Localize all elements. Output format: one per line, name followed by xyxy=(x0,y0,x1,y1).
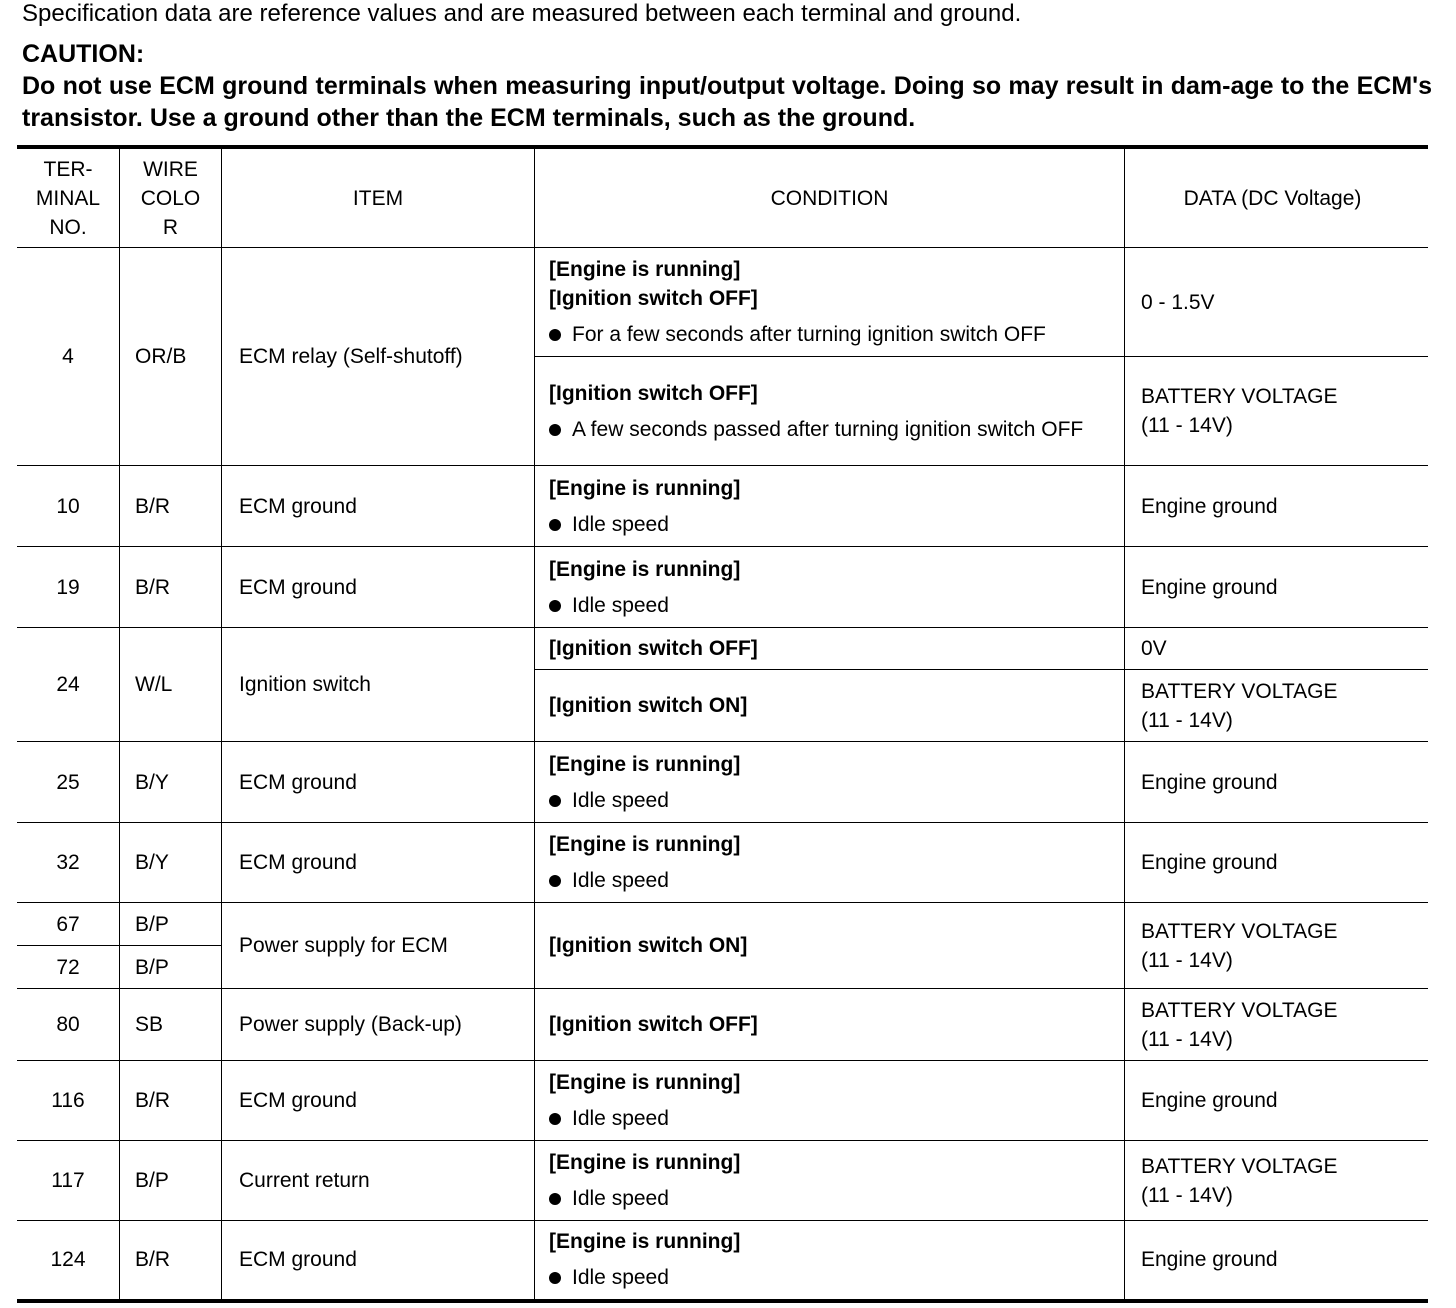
table-row xyxy=(17,466,1428,547)
wire-color-cell: B/R xyxy=(120,1061,222,1141)
item-cell: ECM ground xyxy=(222,547,535,628)
table-row xyxy=(17,823,1428,903)
data-cell: Engine ground xyxy=(1125,466,1429,547)
terminal-cell: 10 xyxy=(17,466,120,547)
item-cell: ECM relay (Self-shutoff) xyxy=(222,248,535,466)
condition-cell xyxy=(535,1141,1125,1221)
condition-label: [Engine is running] xyxy=(549,1071,741,1094)
table-row xyxy=(17,989,1428,1061)
terminal-cell: 4 xyxy=(17,248,120,466)
condition-label: [Ignition switch OFF] xyxy=(549,1013,758,1036)
condition-cell xyxy=(535,1221,1125,1301)
condition-label: [Engine is running] xyxy=(549,1151,741,1174)
terminal-cell: 67 xyxy=(17,903,120,946)
data-cell: BATTERY VOLTAGE (11 - 14V) xyxy=(1125,1141,1429,1221)
condition-label: [Ignition switch ON] xyxy=(549,934,748,957)
terminal-cell: 117 xyxy=(17,1141,120,1221)
condition-label: [Ignition switch OFF] xyxy=(549,381,758,405)
condition-label: [Engine is running] xyxy=(549,752,741,776)
item-cell: ECM ground xyxy=(222,466,535,547)
table-row xyxy=(17,903,1428,946)
header-row xyxy=(17,147,1428,248)
condition-cell xyxy=(535,670,1125,742)
condition-bullet: Idle speed xyxy=(549,1104,1110,1133)
intro-text: Specification data are reference values and are measured between each terminal and ground. xyxy=(22,0,1022,27)
table-row xyxy=(17,1061,1428,1141)
condition-bullet: Idle speed xyxy=(549,591,1110,620)
caution-text: Do not use ECM ground terminals when measuring input/output voltage. Doing so may result in dam-age to the ECM's transistor. Use a ground other than the ECM terminals, such as the ground. xyxy=(22,72,1432,132)
terminal-cell: 80 xyxy=(17,989,120,1061)
condition-label: [Engine is running] xyxy=(549,833,741,856)
header-condition: CONDITION xyxy=(535,147,1125,248)
data-cell: Engine ground xyxy=(1125,1221,1429,1301)
item-cell: Power supply (Back-up) xyxy=(222,989,535,1061)
condition-label: [Engine is running] xyxy=(549,1230,741,1254)
bullet-dot-icon xyxy=(549,795,561,807)
table-row xyxy=(17,742,1428,823)
condition-cell xyxy=(535,903,1125,989)
data-cell: Engine ground xyxy=(1125,742,1429,823)
condition-label: [Ignition switch OFF] xyxy=(549,287,758,310)
bullet-dot-icon xyxy=(549,519,561,531)
data-cell: 0 - 1.5V xyxy=(1125,248,1429,357)
wire-color-cell: B/R xyxy=(120,547,222,628)
wire-color-cell: B/P xyxy=(120,1141,222,1221)
condition-cell xyxy=(535,248,1125,357)
header-terminal-no: TER- MINAL NO. xyxy=(17,147,120,248)
header-item: ITEM xyxy=(222,147,535,248)
bullet-dot-icon xyxy=(549,600,561,612)
condition-bullet: Idle speed xyxy=(549,786,1110,815)
condition-cell xyxy=(535,1061,1125,1141)
bullet-dot-icon xyxy=(549,1193,561,1205)
wire-color-cell: B/P xyxy=(120,903,222,946)
bullet-dot-icon xyxy=(549,1113,561,1125)
bullet-dot-icon xyxy=(549,1272,561,1284)
table-row xyxy=(17,1221,1428,1301)
condition-bullet: For a few seconds after turning ignition switch OFF xyxy=(549,320,1110,349)
wire-color-cell: SB xyxy=(120,989,222,1061)
table-row xyxy=(17,248,1428,357)
wire-color-cell: B/Y xyxy=(120,823,222,903)
condition-label: [Engine is running] xyxy=(549,476,741,500)
terminal-cell: 19 xyxy=(17,547,120,628)
item-cell: Ignition switch xyxy=(222,628,535,742)
condition-bullet: Idle speed xyxy=(549,1263,1110,1292)
condition-cell xyxy=(535,357,1125,466)
wire-color-cell: B/R xyxy=(120,466,222,547)
wire-color-cell: B/R xyxy=(120,1221,222,1301)
item-cell: ECM ground xyxy=(222,1061,535,1141)
condition-bullet: A few seconds passed after turning ignition switch OFF xyxy=(549,415,1110,444)
wire-color-cell: W/L xyxy=(120,628,222,742)
header-wire-color: WIRE COLO R xyxy=(120,147,222,248)
condition-label: [Ignition switch OFF] xyxy=(549,637,758,660)
terminal-cell: 25 xyxy=(17,742,120,823)
wire-color-cell: B/P xyxy=(120,946,222,989)
data-cell: 0V xyxy=(1125,628,1429,670)
data-cell: BATTERY VOLTAGE (11 - 14V) xyxy=(1125,357,1429,466)
header-data: DATA (DC Voltage) xyxy=(1125,147,1429,248)
data-cell: BATTERY VOLTAGE (11 - 14V) xyxy=(1125,670,1429,742)
data-cell: BATTERY VOLTAGE (11 - 14V) xyxy=(1125,903,1429,989)
table-row xyxy=(17,628,1428,670)
condition-cell xyxy=(535,466,1125,547)
item-cell: ECM ground xyxy=(222,823,535,903)
wire-color-cell: OR/B xyxy=(120,248,222,466)
terminal-cell: 32 xyxy=(17,823,120,903)
bullet-dot-icon xyxy=(549,424,561,436)
condition-cell xyxy=(535,628,1125,670)
terminal-cell: 116 xyxy=(17,1061,120,1141)
condition-bullet: Idle speed xyxy=(549,866,1110,895)
data-cell: BATTERY VOLTAGE (11 - 14V) xyxy=(1125,989,1429,1061)
condition-label: [Ignition switch ON] xyxy=(549,694,748,717)
table-row xyxy=(17,547,1428,628)
item-cell: Power supply for ECM xyxy=(222,903,535,989)
data-cell: Engine ground xyxy=(1125,823,1429,903)
data-cell: Engine ground xyxy=(1125,1061,1429,1141)
condition-cell xyxy=(535,989,1125,1061)
condition-label: [Engine is running] xyxy=(549,557,741,581)
caution-title: CAUTION: xyxy=(22,40,145,68)
condition-bullet: Idle speed xyxy=(549,1184,1110,1213)
table-row xyxy=(17,1141,1428,1221)
condition-bullet: Idle speed xyxy=(549,510,1110,539)
terminal-cell: 124 xyxy=(17,1221,120,1301)
item-cell: ECM ground xyxy=(222,742,535,823)
condition-label: [Engine is running] xyxy=(549,258,741,281)
data-cell: Engine ground xyxy=(1125,547,1429,628)
terminal-cell: 72 xyxy=(17,946,120,989)
condition-cell xyxy=(535,823,1125,903)
terminal-cell: 24 xyxy=(17,628,120,742)
terminal-spec-table xyxy=(17,145,1428,1303)
item-cell: ECM ground xyxy=(222,1221,535,1301)
wire-color-cell: B/Y xyxy=(120,742,222,823)
bullet-dot-icon xyxy=(549,875,561,887)
condition-cell xyxy=(535,742,1125,823)
item-cell: Current return xyxy=(222,1141,535,1221)
bullet-dot-icon xyxy=(549,329,561,341)
condition-cell xyxy=(535,547,1125,628)
